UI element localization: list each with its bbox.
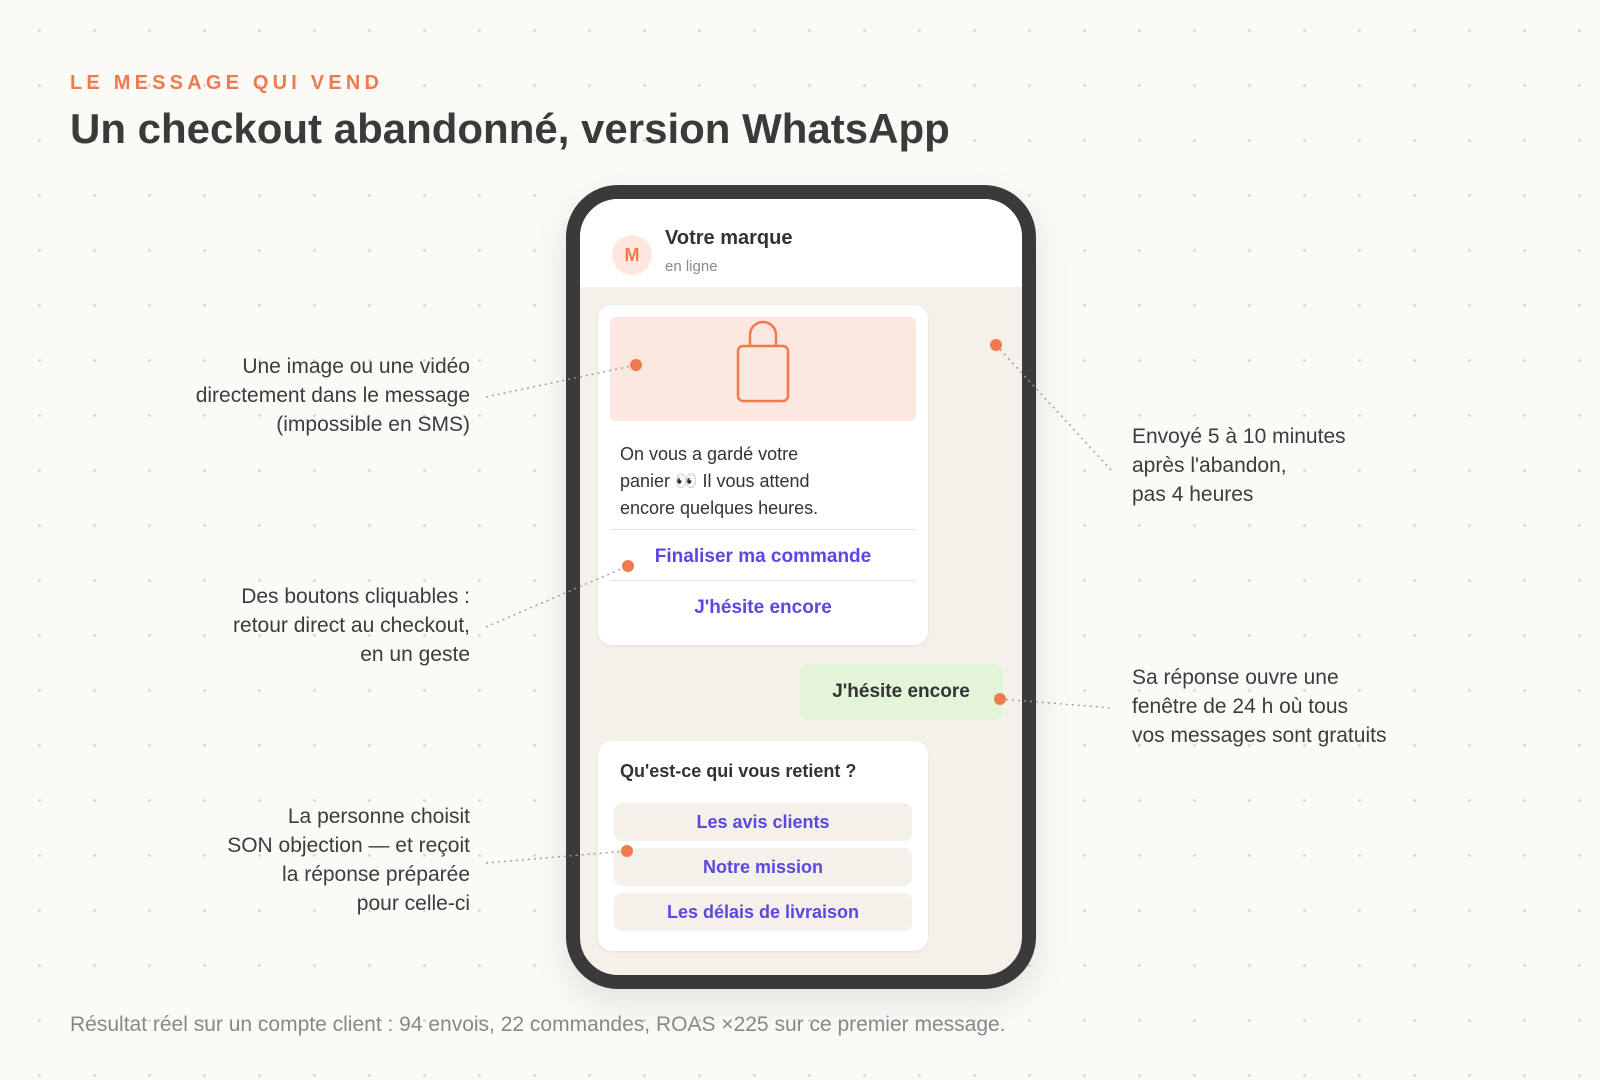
annotation-line: Des boutons cliquables : [241, 585, 470, 608]
message-text-line: On vous a gardé votre [620, 444, 799, 464]
message-text-line: encore quelques heures. [620, 498, 819, 518]
incoming-message-bubble [598, 305, 928, 645]
annotation-line: pas 4 heures [1132, 483, 1254, 506]
annotation-line: SON objection — et reçoit [227, 834, 470, 857]
annotation-objection [227, 802, 470, 918]
annotation-window [1132, 663, 1386, 750]
annotation-line: pour celle-ci [356, 892, 470, 915]
avatar: M [612, 235, 652, 275]
option-reviews-button[interactable]: Les avis clients [614, 803, 912, 841]
annotation-media [196, 352, 470, 439]
chat-header [580, 199, 1022, 287]
contact-name: Votre marque [665, 227, 793, 249]
shopping-bag-icon [734, 317, 792, 421]
annotation-line: retour direct au checkout, [233, 614, 470, 637]
annotation-line: Envoyé 5 à 10 minutes [1132, 425, 1346, 448]
annotation-line: fenêtre de 24 h où tous [1132, 695, 1348, 718]
checkout-button[interactable]: Finaliser ma commande [654, 546, 872, 567]
annotation-buttons [233, 582, 470, 669]
option-delivery-button[interactable]: Les délais de livraison [614, 893, 912, 931]
divider [610, 529, 916, 530]
phone-mockup [566, 185, 1036, 989]
annotation-line: la réponse préparée [282, 863, 470, 886]
annotation-line: vos messages sont gratuits [1132, 724, 1387, 747]
eyebrow-label: LE MESSAGE QUI VEND [70, 72, 384, 94]
annotation-line: Sa réponse ouvre une [1132, 666, 1339, 689]
annotation-line: (impossible en SMS) [276, 413, 470, 436]
annotation-line: après l'abandon, [1132, 454, 1287, 477]
hesitate-button[interactable]: J'hésite encore [694, 597, 832, 618]
outgoing-reply-bubble: J'hésite encore [799, 664, 1003, 720]
objection-question: Qu'est-ce qui vous retient ? [620, 761, 857, 781]
annotation-line: en un geste [360, 643, 470, 666]
results-footer: Résultat réel sur un compte client : 94 envois, 22 commandes, ROAS ×225 sur ce premier message. [70, 1013, 1006, 1036]
annotation-line: Une image ou une vidéo [242, 355, 470, 378]
objection-list-bubble [598, 741, 928, 951]
annotation-line: La personne choisit [287, 805, 470, 828]
option-mission-button[interactable]: Notre mission [614, 848, 912, 886]
message-text [620, 441, 910, 522]
page-title: Un checkout abandonné, version WhatsApp [70, 105, 950, 152]
message-text-line: panier 👀 Il vous attend [620, 471, 810, 491]
contact-status: en ligne [665, 258, 718, 275]
divider [610, 580, 916, 581]
annotation-line: directement dans le message [195, 384, 470, 407]
annotation-timing [1132, 422, 1346, 509]
message-media[interactable] [610, 317, 916, 421]
